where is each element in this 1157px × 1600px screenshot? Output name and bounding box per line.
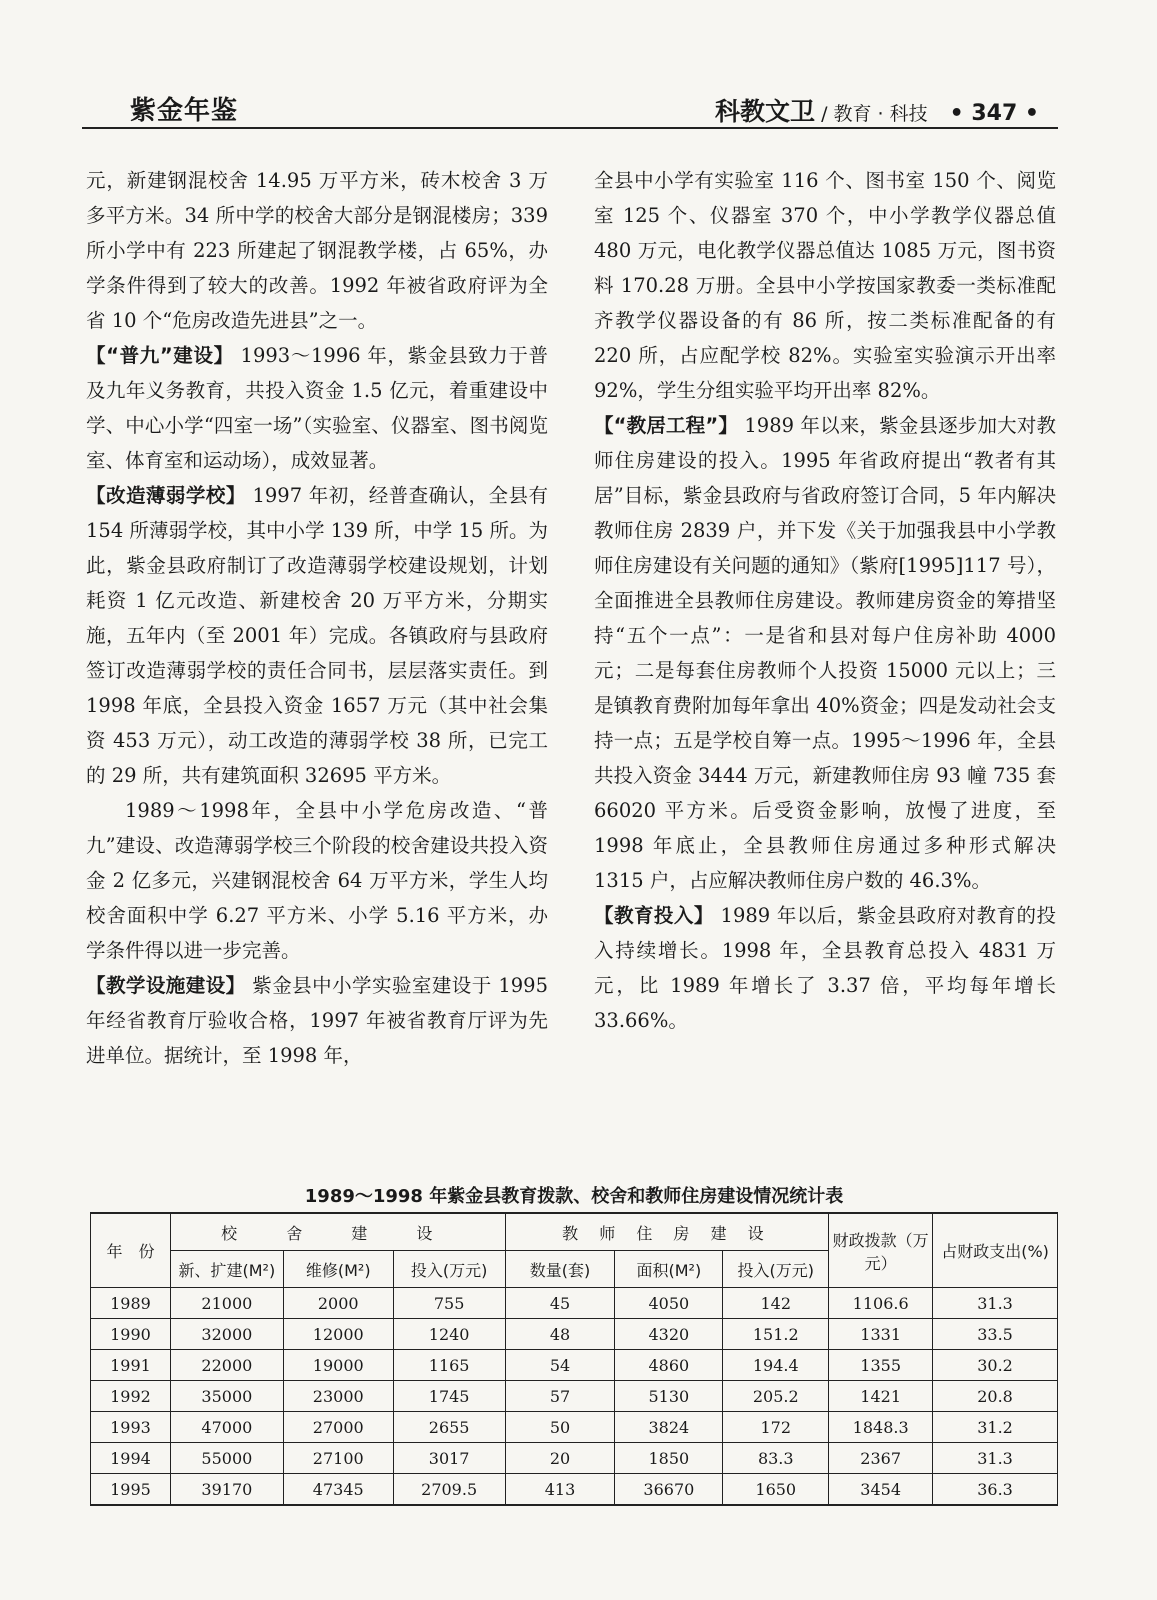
table-cell: 1421 [829,1381,933,1412]
table-cell: 3017 [393,1443,505,1474]
table-cell: 32000 [170,1319,283,1350]
table-cell: 57 [505,1381,615,1412]
left-column [86,163,548,1073]
table-cell: 4320 [615,1319,723,1350]
table-cell: 33.5 [933,1319,1058,1350]
table-cell: 23000 [283,1381,393,1412]
table-cell: 1994 [91,1443,171,1474]
table-cell: 755 [393,1288,505,1319]
running-title: 紫金年鉴 [130,96,239,126]
table-cell: 1991 [91,1350,171,1381]
paragraph-heading: 【“教居工程”】 [594,414,739,437]
paragraph [594,163,1056,408]
table-cell: 22000 [170,1350,283,1381]
table-cell: 1993 [91,1412,171,1443]
table-cell: 47345 [283,1474,393,1506]
table-cell: 54 [505,1350,615,1381]
table-cell: 31.3 [933,1288,1058,1319]
table-cell: 3824 [615,1412,723,1443]
table-cell: 1355 [829,1350,933,1381]
table-cell: 205.2 [723,1381,829,1412]
header-fiscal-ratio: 占财政支出(%) [933,1213,1058,1288]
table-cell: 48 [505,1319,615,1350]
subheader-housing-investment: 投入(万元) [723,1251,829,1288]
table-cell: 12000 [283,1319,393,1350]
table-cell: 19000 [283,1350,393,1381]
header-fiscal-allocation: 财政拨款（万元） [829,1213,933,1288]
paragraph [86,478,548,793]
table-cell: 194.4 [723,1350,829,1381]
table-cell: 1240 [393,1319,505,1350]
table-cell: 1989 [91,1288,171,1319]
section-header [715,92,1039,128]
table-cell: 5130 [615,1381,723,1412]
table-cell: 2655 [393,1412,505,1443]
table-cell: 1990 [91,1319,171,1350]
table-cell: 35000 [170,1381,283,1412]
table-cell: 47000 [170,1412,283,1443]
table-cell: 55000 [170,1443,283,1474]
table-cell: 39170 [170,1474,283,1506]
table-cell: 83.3 [723,1443,829,1474]
table-cell: 151.2 [723,1319,829,1350]
table-cell: 31.2 [933,1412,1058,1443]
table-row [91,1288,1058,1319]
subheader-repair: 维修(M²) [283,1251,393,1288]
table-title: 1989～1998 年紫金县教育拨款、校舍和教师住房建设情况统计表 [304,1186,844,1207]
table-cell: 27000 [283,1412,393,1443]
table-cell: 1165 [393,1350,505,1381]
table-cell: 1650 [723,1474,829,1506]
page-number: • 347 • [949,101,1039,126]
paragraph-text: 1989 年以来，紫金县逐步加大对教师住房建设的投入。1995 年省政府提出“教者有其居”目标，紫金县政府与省政府签订合同，5 年内解决教师住房 2839 户，并下发《关于加强我县中小学教师住房建设有关问题的通知》（紫府[1995]117 号），全面推进全县教师住房建设。教师建房资金的筹措坚持“五个一点”：一是省和县对每户住房补助 4000 元；二是每套住房教师个人投资 15000 元以上；三是镇教育费附加每年拿出 40%资金；四是发动社会支持一点；五是学校自筹一点。1995～1996 年，全县共投入资金 3444 万元，新建教师住房 93 幢 735 套 66020 平方米。后受资金影响，放慢了进度，至 1998 年底止，全县教师住房通过多种形式解决 1315 户，占应解决教师住房户数的 46.3%。 [594,414,1056,892]
header-rule [82,127,1058,129]
right-column [594,163,1056,1038]
paragraph [594,898,1056,1038]
paragraph-heading: 【改造薄弱学校】 [86,484,246,507]
table-cell: 20.8 [933,1381,1058,1412]
table-cell: 2709.5 [393,1474,505,1506]
table-cell: 31.3 [933,1443,1058,1474]
paragraph-text: 1989 年以后，紫金县政府对教育的投入持续增长。1998 年，全县教育总投入 4831 万元，比 1989 年增长了 3.37 倍，平均每年增长 33.66%。 [594,904,1056,1032]
paragraph [86,163,548,338]
subheader-school-investment: 投入(万元) [393,1251,505,1288]
paragraph-text: 1997 年初，经普查确认，全县有 154 所薄弱学校，其中小学 139 所，中学 15 所。为此，紫金县政府制订了改造薄弱学校建设规划，计划耗资 1 亿元改造、新建校舍 20 万平方米，分期实施，五年内（至 2001 年）完成。各镇政府与县政府签订改造薄弱学校的责任合同书，层层落实责任。到 1998 年底，全县投入资金 1657 万元（其中社会集资 453 万元），动工改造的薄弱学校 38 所，已完工的 29 所，共有建筑面积 32695 平方米。 [86,484,548,787]
paragraph-text: 全县中小学有实验室 116 个、图书室 150 个、阅览室 125 个、仪器室 370 个，中小学教学仪器总值 480 万元，电化教学仪器总值达 1085 万元，图书资料 170.28 万册。全县中小学按国家教委一类标准配齐教学仪器设备的有 86 所，按二类标准配备的有 220 所，占应配学校 82%。实验室实验演示开出率 92%，学生分组实验平均开出率 82%。 [594,169,1056,402]
table-cell: 45 [505,1288,615,1319]
table-row [91,1381,1058,1412]
table-row [91,1319,1058,1350]
table-cell: 30.2 [933,1350,1058,1381]
paragraph-text: 1993～1996 年，紫金县致力于普及九年义务教育，共投入资金 1.5 亿元，着重建设中学、中心小学“四室一场”（实验室、仪器室、图书阅览室、体育室和运动场），成效显著。 [86,344,548,472]
table-cell: 4050 [615,1288,723,1319]
table-cell: 27100 [283,1443,393,1474]
table-cell: 2367 [829,1443,933,1474]
table-cell: 21000 [170,1288,283,1319]
paragraph [594,408,1056,898]
header-year: 年 份 [91,1213,171,1288]
paragraph-heading: 【“普九”建设】 [86,344,234,367]
paragraph-text: 元，新建钢混校舍 14.95 万平方米，砖木校舍 3 万多平方米。34 所中学的校舍大部分是钢混楼房；339 所小学中有 223 所建起了钢混教学楼，占 65%，办学条件得到了较大的改善。1992 年被省政府评为全省 10 个“危房改造先进县”之一。 [86,169,548,332]
paragraph [86,968,548,1073]
subsection-title: / 教育 · 科技 [821,103,928,125]
table-row [91,1474,1058,1506]
table-cell: 1995 [91,1474,171,1506]
table-cell: 36670 [615,1474,723,1506]
table-row [91,1443,1058,1474]
table-cell: 20 [505,1443,615,1474]
table-cell: 142 [723,1288,829,1319]
section-title: 科教文卫 [715,97,816,126]
header-school-building: 校 舍 建 设 [170,1213,505,1251]
table-cell: 1331 [829,1319,933,1350]
table-cell: 1992 [91,1381,171,1412]
paragraph-text: 紫金县中小学实验室建设于 1995 年经省教育厅验收合格，1997 年被省教育厅评为先进单位。据统计，至 1998 年， [86,974,548,1067]
table-cell: 36.3 [933,1474,1058,1506]
table-row [91,1350,1058,1381]
subheader-new-build: 新、扩建(M²) [170,1251,283,1288]
table-cell: 3454 [829,1474,933,1506]
table-cell: 2000 [283,1288,393,1319]
statistics-table [90,1212,1058,1506]
table-cell: 1106.6 [829,1288,933,1319]
table-row [91,1412,1058,1443]
paragraph-heading: 【教学设施建设】 [86,974,246,997]
paragraph [86,793,548,968]
table-cell: 1745 [393,1381,505,1412]
table-cell: 413 [505,1474,615,1506]
table-cell: 1848.3 [829,1412,933,1443]
subheader-housing-count: 数量(套) [505,1251,615,1288]
paragraph [86,338,548,478]
header-teacher-housing: 教 师 住 房 建 设 [505,1213,829,1251]
table-cell: 172 [723,1412,829,1443]
paragraph-text: 1989～1998年，全县中小学危房改造、“普九”建设、改造薄弱学校三个阶段的校舍建设共投入资金 2 亿多元，兴建钢混校舍 64 万平方米，学生人均校舍面积中学 6.27 平方米、小学 5.16 平方米，办学条件得以进一步完善。 [86,799,548,962]
table-cell: 1850 [615,1443,723,1474]
subheader-housing-area: 面积(M²) [615,1251,723,1288]
table-body [91,1288,1058,1506]
table-cell: 4860 [615,1350,723,1381]
paragraph-heading: 【教育投入】 [594,904,714,927]
table-cell: 50 [505,1412,615,1443]
